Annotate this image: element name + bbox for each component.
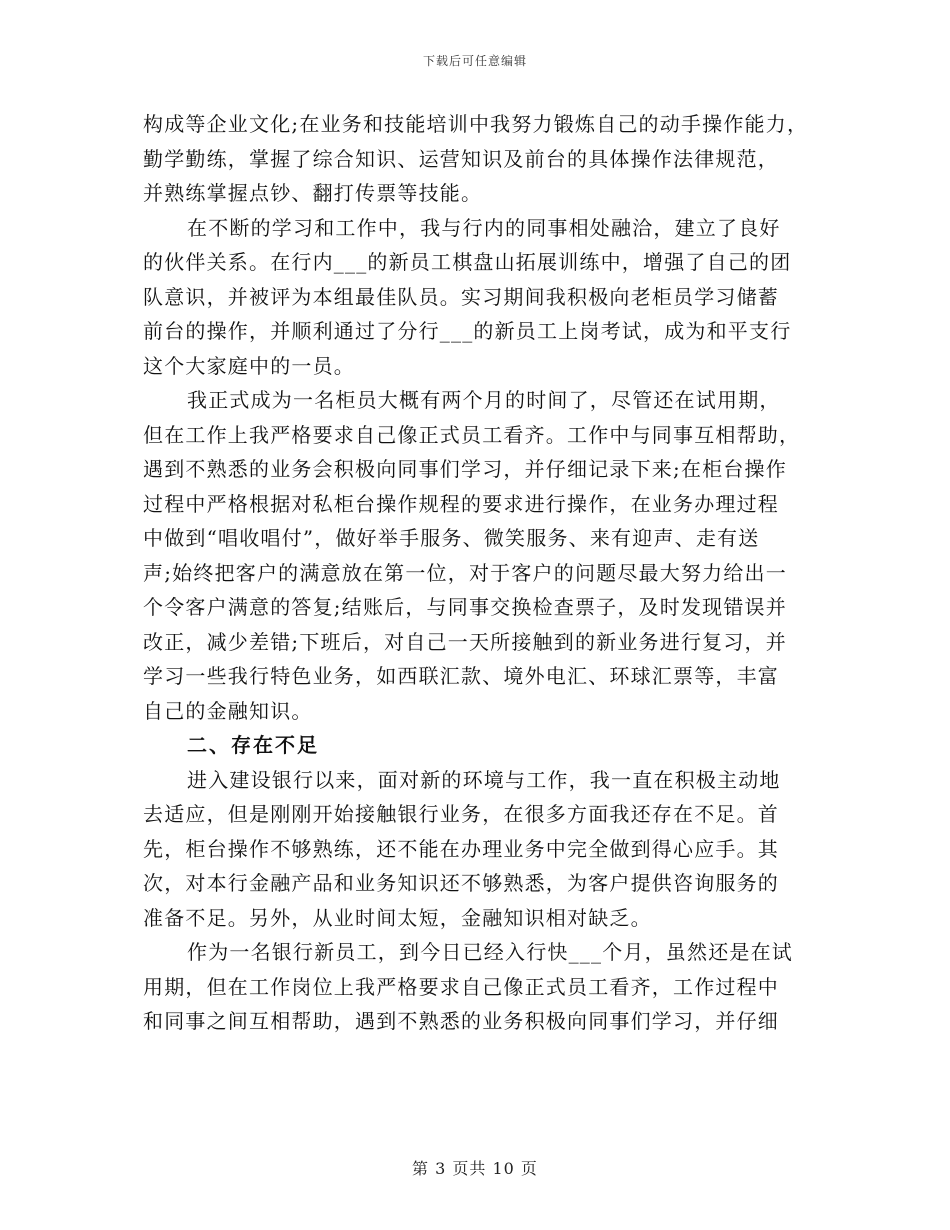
document-body <box>143 107 823 1039</box>
page-header: 下载后可任意编辑 <box>422 54 527 68</box>
text-line: 并熟练掌握点钞、翻打传票等技能。 <box>143 181 483 205</box>
text-line: 先，柜台操作不够熟练，还不能在办理业务中完全做到得心应手。其 <box>143 836 779 861</box>
text-line: 作为一名银行新员工，到今日已经入行快___个月，虽然还是在试 <box>187 940 793 964</box>
text-line: 中做到“唱收唱付”，做好举手服务、微笑服务、来有迎声、走有送 <box>143 526 760 550</box>
text-line: 队意识，并被评为本组最佳队员。实习期间我积极向老柜员学习储蓄 <box>143 284 779 309</box>
text-line: 去适应，但是刚刚开始接触银行业务，在很多方面我还存在不足。首 <box>143 802 779 826</box>
text-line: 次，对本行金融产品和业务知识还不够熟悉，为客户提供咨询服务的 <box>143 871 779 895</box>
text-line: 构成等企业文化;在业务和技能培训中我努力锻炼自己的动手操作能力， <box>143 112 809 136</box>
text-line: 进入建设银行以来，面对新的环境与工作，我一直在积极主动地 <box>187 767 781 792</box>
text-line: 前台的操作，并顺利通过了分行___的新员工上岗考试，成为和平支行 <box>143 319 792 343</box>
text-line: 声;始终把客户的满意放在第一位，对于客户的问题尽最大努力给出一 <box>143 560 787 585</box>
text-line: 个令客户满意的答复;结账后，与同事交换检查票子，及时发现错误并 <box>143 595 787 619</box>
text-line: 用期，但在工作岗位上我严格要求自己像正式员工看齐，工作过程中 <box>143 974 779 999</box>
text-line: 改正，减少差错;下班后，对自己一天所接触到的新业务进行复习，并 <box>143 629 787 654</box>
section-heading: 二、存在不足 <box>187 733 319 757</box>
text-line: 学习一些我行特色业务，如西联汇款、境外电汇、环球汇票等，丰富 <box>143 664 779 688</box>
page-footer: 第 3 页共 10 页 <box>412 1159 538 1178</box>
text-line: 这个大家庭中的一员。 <box>143 353 355 378</box>
text-line: 在不断的学习和工作中，我与行内的同事相处融洽，建立了良好 <box>187 215 781 240</box>
text-line: 遇到不熟悉的业务会积极向同事们学习，并仔细记录下来;在柜台操作 <box>143 457 787 481</box>
text-line: 我正式成为一名柜员大概有两个月的时间了，尽管还在试用期， <box>187 388 781 412</box>
text-line: 准备不足。另外，从业时间太短，金融知识相对缺乏。 <box>143 905 652 930</box>
text-line: 和同事之间互相帮助，遇到不熟悉的业务积极向同事们学习，并仔细 <box>143 1009 779 1033</box>
text-line: 勤学勤练，掌握了综合知识、运营知识及前台的具体操作法律规范， <box>143 146 779 171</box>
text-line: 自己的金融知识。 <box>143 698 313 723</box>
text-line: 过程中严格根据对私柜台操作规程的要求进行操作，在业务办理过程 <box>143 491 779 516</box>
text-line: 的伙伴关系。在行内___的新员工棋盘山拓展训练中，增强了自己的团 <box>143 250 792 274</box>
text-line: 但在工作上我严格要求自己像正式员工看齐。工作中与同事互相帮助， <box>143 422 801 447</box>
